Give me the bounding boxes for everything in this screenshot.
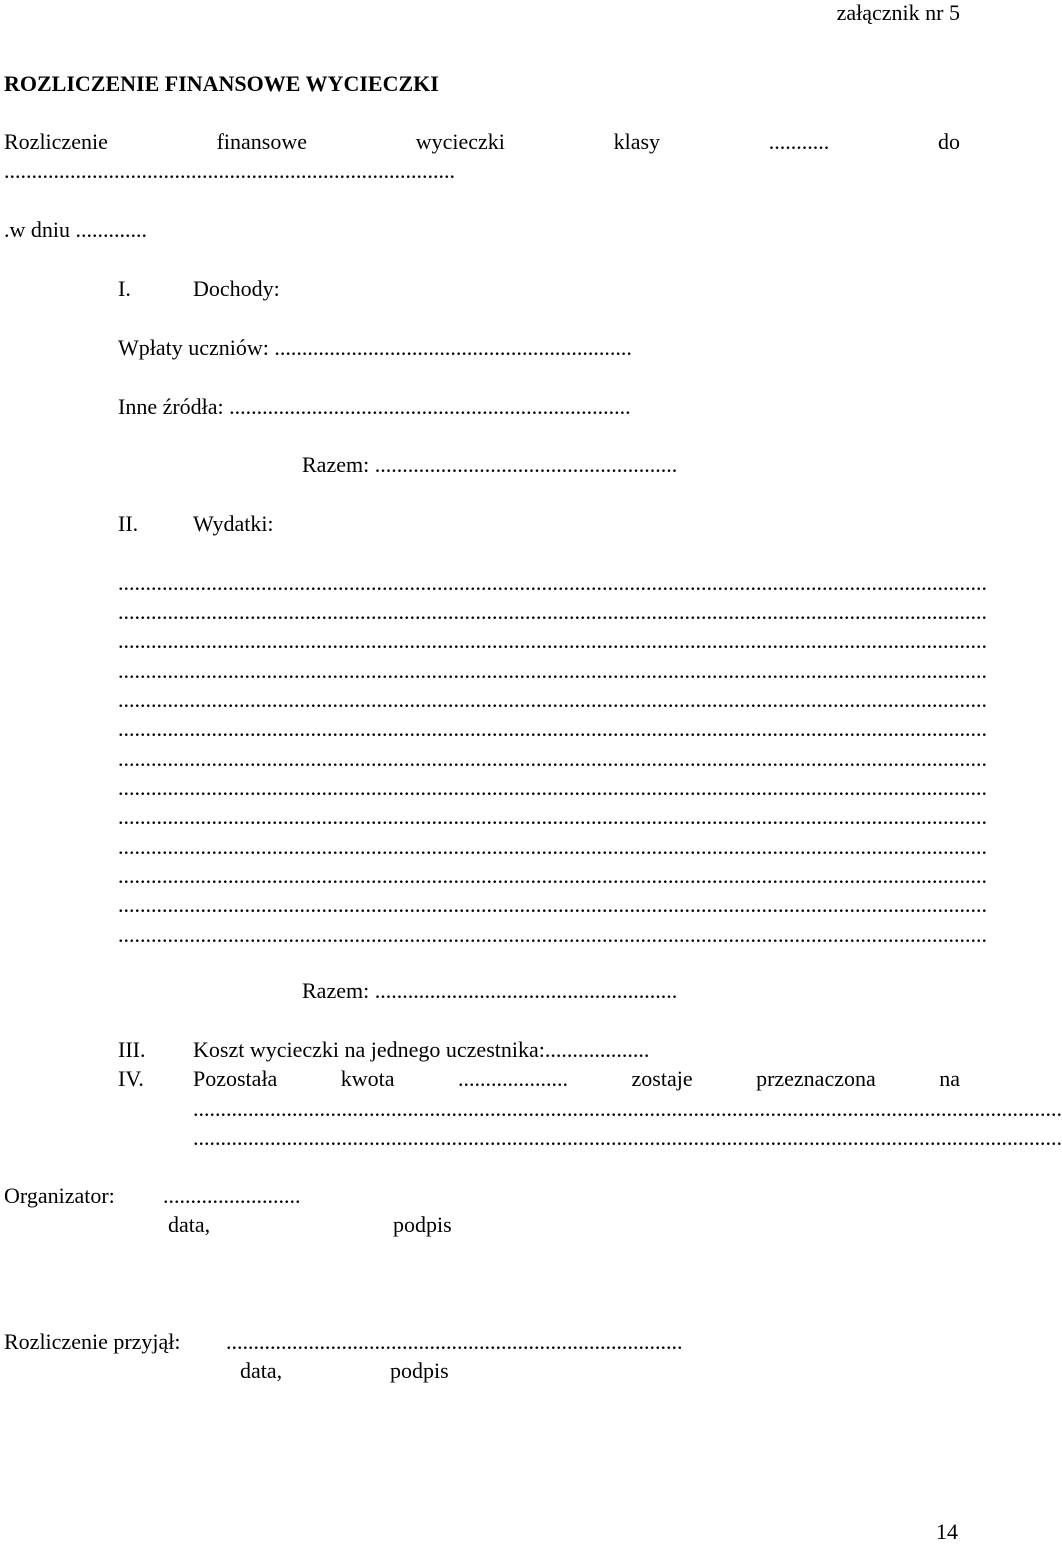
accepted-label: Rozliczenie przyjął: <box>4 1329 181 1354</box>
remaining-word: zostaje <box>631 1066 693 1091</box>
expense-line[interactable]: .............................................................................................................................................................. <box>118 892 987 917</box>
expense-total-field[interactable]: Razem: ....................................................... <box>302 978 678 1003</box>
page-title: ROZLICZENIE FINANSOWE WYCIECZKI <box>4 71 439 96</box>
expense-line[interactable]: .............................................................................................................................................................. <box>118 570 987 595</box>
remaining-word: kwota <box>340 1066 395 1091</box>
other-sources-field[interactable]: Inne źródła: ......................................................................... <box>118 394 631 419</box>
expense-line[interactable]: .............................................................................................................................................................. <box>118 775 987 800</box>
remaining-word: Pozostała <box>193 1066 278 1091</box>
organizer-signature-field[interactable]: ......................... <box>163 1183 301 1208</box>
expense-line[interactable]: .............................................................................................................................................................. <box>118 922 987 947</box>
destination-field[interactable]: .................................................................................. <box>4 158 455 183</box>
organizer-signature-caption: podpis <box>393 1212 452 1237</box>
remaining-word: przeznaczona <box>756 1066 876 1091</box>
accepted-signature-field[interactable]: ................................................................................... <box>226 1329 683 1354</box>
section-1-number: I. <box>118 276 131 301</box>
attachment-label: załącznik nr 5 <box>836 0 960 25</box>
section-2-number: II. <box>118 511 139 536</box>
expense-line[interactable]: .............................................................................................................................................................. <box>118 804 987 829</box>
organizer-date-caption: data, <box>168 1212 211 1237</box>
expense-line[interactable]: .............................................................................................................................................................. <box>118 658 987 683</box>
income-total-field[interactable]: Razem: ....................................................... <box>302 452 678 477</box>
accepted-signature-caption: podpis <box>390 1358 449 1383</box>
remaining-amount-line <box>193 1068 960 1090</box>
intro-word: finansowe <box>216 129 307 154</box>
expense-line[interactable]: .............................................................................................................................................................. <box>118 628 987 653</box>
cost-per-participant-field[interactable]: Koszt wycieczki na jednego uczestnika:................... <box>193 1037 650 1062</box>
expense-line[interactable]: .............................................................................................................................................................. <box>118 746 987 771</box>
expense-line[interactable]: .............................................................................................................................................................. <box>118 716 987 741</box>
section-2-heading: Wydatki: <box>193 511 274 536</box>
intro-line <box>4 131 960 153</box>
section-3-number: III. <box>118 1037 146 1062</box>
expense-line[interactable]: .............................................................................................................................................................. <box>118 687 987 712</box>
expense-line[interactable]: .............................................................................................................................................................. <box>118 834 987 859</box>
intro-word: do <box>937 129 960 154</box>
accepted-date-caption: data, <box>240 1358 283 1383</box>
section-4-number: IV. <box>118 1066 144 1091</box>
date-field[interactable]: .w dniu ............. <box>4 217 147 242</box>
remaining-word: na <box>939 1066 960 1091</box>
intro-word: Rozliczenie <box>4 129 108 154</box>
intro-word: wycieczki <box>415 129 505 154</box>
student-payments-field[interactable]: Wpłaty uczniów: ................................................................. <box>118 335 632 360</box>
expense-line[interactable]: .............................................................................................................................................................. <box>118 599 987 624</box>
remaining-purpose-line[interactable]: .............................................................................................................................................................. <box>193 1125 1062 1150</box>
remaining-amount-field[interactable]: .................... <box>458 1066 569 1091</box>
organizer-label: Organizator: <box>4 1183 115 1208</box>
page-number: 14 <box>936 1519 958 1544</box>
intro-word: klasy <box>613 129 661 154</box>
section-1-heading: Dochody: <box>193 276 280 301</box>
expense-line[interactable]: .............................................................................................................................................................. <box>118 863 987 888</box>
remaining-purpose-line[interactable]: .............................................................................................................................................................. <box>193 1096 1062 1121</box>
class-field[interactable]: ........... <box>768 129 830 154</box>
